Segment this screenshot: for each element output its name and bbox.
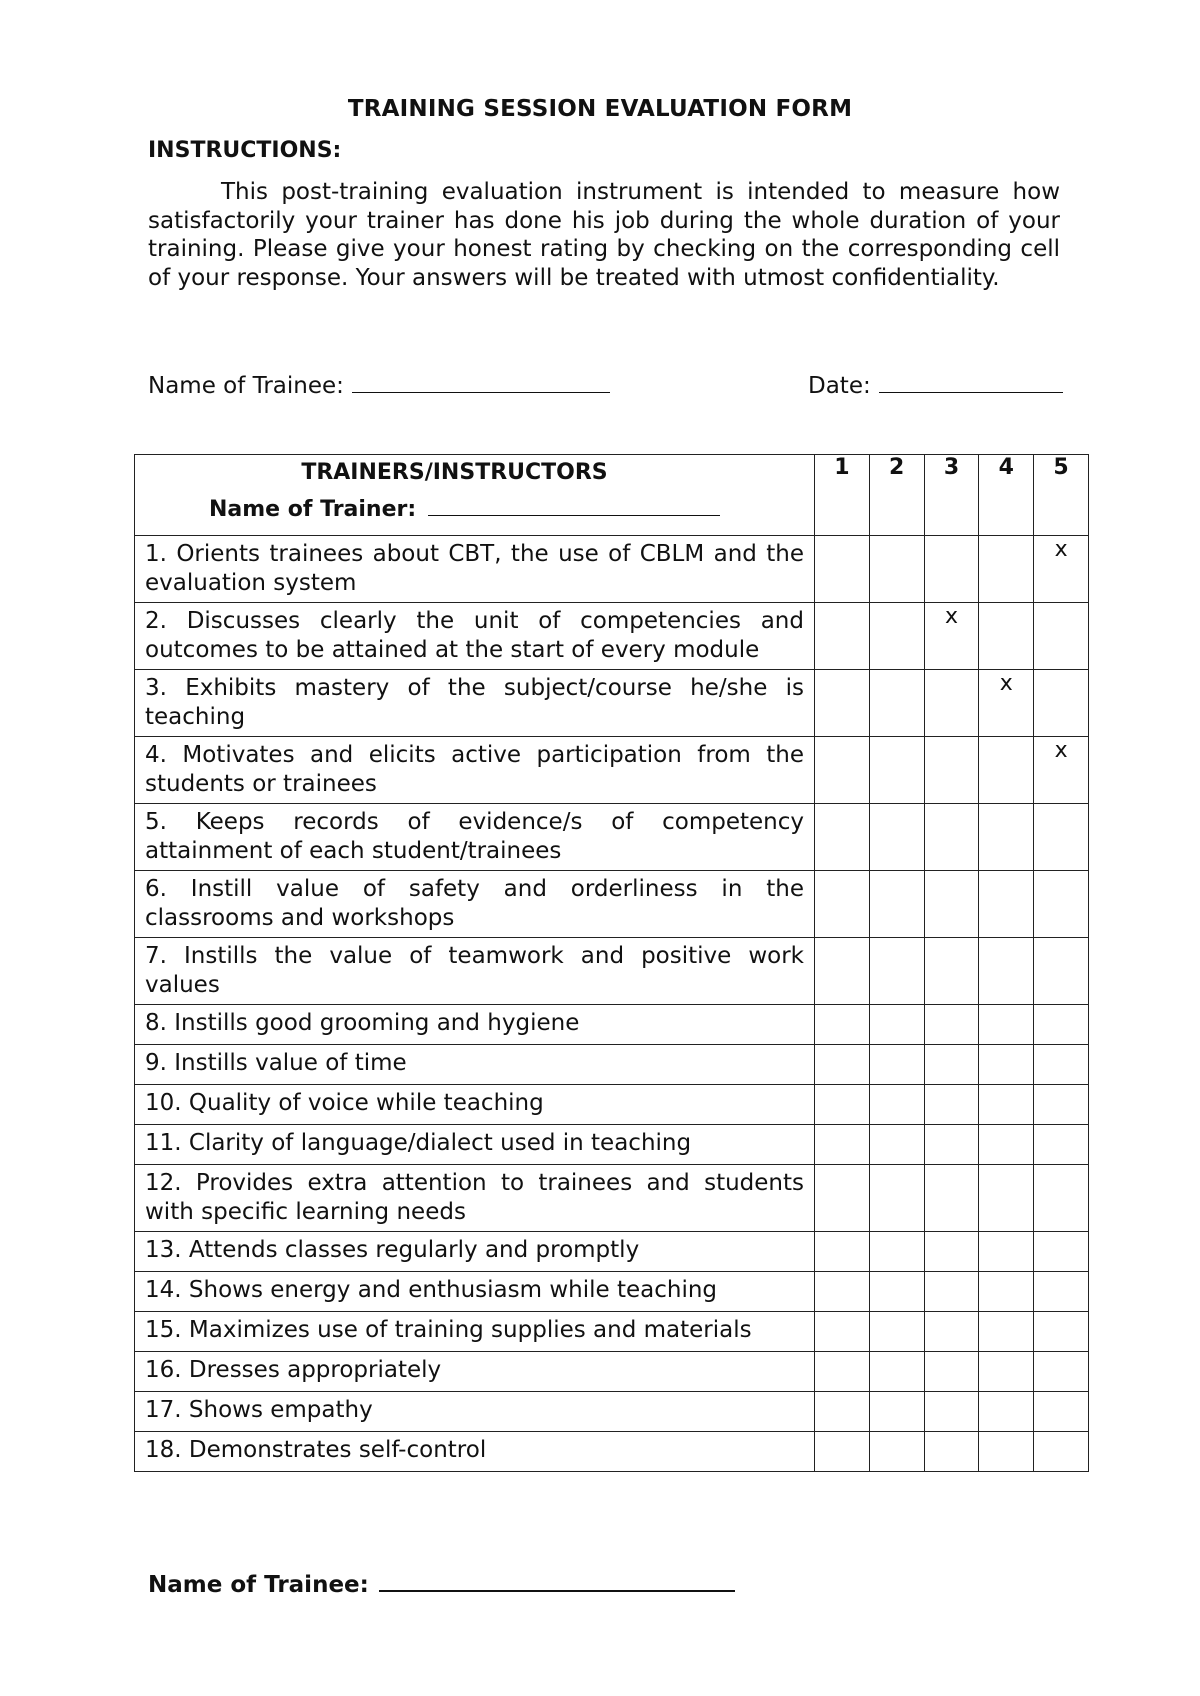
rating-cell-5[interactable] [1034, 871, 1089, 938]
rating-cell-2[interactable] [869, 603, 924, 670]
rating-cell-2[interactable] [869, 536, 924, 603]
rating-cell-1[interactable] [815, 670, 870, 737]
criterion-row [135, 1045, 1089, 1085]
rating-cell-1[interactable] [815, 1045, 870, 1085]
rating-cell-2[interactable] [869, 670, 924, 737]
criterion-cell [135, 737, 815, 804]
rating-cell-3[interactable] [924, 1045, 979, 1085]
rating-cell-3[interactable] [924, 1272, 979, 1312]
rating-cell-2[interactable] [869, 1085, 924, 1125]
evaluation-table [134, 454, 1089, 1472]
footer-trainee-label: Name of Trainee: [148, 1572, 369, 1598]
criterion-text: 8. Instills good grooming and hygiene [145, 1010, 580, 1036]
rating-cell-2[interactable] [869, 1392, 924, 1432]
date-label: Date: [808, 373, 871, 399]
rating-cell-4[interactable] [979, 603, 1034, 670]
trainee-name-label: Name of Trainee: [148, 373, 344, 399]
rating-cell-5[interactable] [1034, 1432, 1089, 1472]
criterion-cell [135, 1392, 815, 1432]
rating-cell-2[interactable] [869, 1432, 924, 1472]
criterion-text: 9. Instills value of time [145, 1050, 407, 1076]
criterion-text: 2. Discusses clearly the unit of competencies and outcomes to be attained at the start of every module [145, 608, 804, 663]
trainers-header: TRAINERS/INSTRUCTORS [301, 460, 608, 485]
trainer-name-blank[interactable] [428, 497, 720, 516]
rating-cell-2[interactable] [869, 737, 924, 804]
rating-cell-3[interactable] [924, 1165, 979, 1232]
criterion-row [135, 1432, 1089, 1472]
rating-cell-3[interactable] [924, 1125, 979, 1165]
rating-cell-4[interactable] [979, 1432, 1034, 1472]
rating-cell-4[interactable] [979, 536, 1034, 603]
rating-cell-2[interactable] [869, 1272, 924, 1312]
criterion-text: 15. Maximizes use of training supplies and materials [145, 1317, 752, 1343]
criterion-text: 12. Provides extra attention to trainees and students with specific learning needs [145, 1170, 804, 1225]
criterion-cell [135, 1005, 815, 1045]
rating-cell-5[interactable] [1034, 1005, 1089, 1045]
criterion-text: 7. Instills the value of teamwork and positive work values [145, 943, 804, 998]
criterion-text: 3. Exhibits mastery of the subject/course he/she is teaching [145, 675, 804, 730]
rating-cell-4[interactable] [979, 737, 1034, 804]
rating-cell-3[interactable] [924, 871, 979, 938]
rating-cell-4[interactable] [979, 1232, 1034, 1272]
criterion-cell [135, 871, 815, 938]
rating-cell-4[interactable] [979, 1352, 1034, 1392]
criterion-row [135, 1392, 1089, 1432]
rating-cell-4[interactable] [979, 1045, 1034, 1085]
rating-cell-5[interactable] [1034, 1045, 1089, 1085]
rating-cell-5[interactable] [1034, 670, 1089, 737]
criterion-row [135, 1232, 1089, 1272]
rating-cell-4[interactable] [979, 1392, 1034, 1432]
rating-cell-5[interactable]: x [1034, 536, 1089, 603]
date-field [808, 372, 1063, 399]
criterion-cell [135, 536, 815, 603]
criterion-cell [135, 1232, 815, 1272]
criterion-row [135, 1005, 1089, 1045]
rating-cell-1[interactable] [815, 1165, 870, 1232]
criterion-cell [135, 1312, 815, 1352]
rating-cell-2[interactable] [869, 1165, 924, 1232]
rating-cell-4[interactable] [979, 1165, 1034, 1232]
rating-cell-4[interactable] [979, 1125, 1034, 1165]
rating-header-5: 5 [1034, 455, 1089, 536]
criterion-text: 17. Shows empathy [145, 1397, 373, 1423]
criterion-row [135, 1352, 1089, 1392]
rating-cell-5[interactable] [1034, 1392, 1089, 1432]
table-header-row [135, 455, 1089, 536]
rating-cell-3[interactable] [924, 938, 979, 1005]
criterion-text: 10. Quality of voice while teaching [145, 1090, 544, 1116]
criterion-text: 4. Motivates and elicits active participation from the students or trainees [145, 742, 804, 797]
rating-header-1: 1 [815, 455, 870, 536]
criterion-row [135, 1312, 1089, 1352]
rating-header-2: 2 [869, 455, 924, 536]
rating-cell-4[interactable]: x [979, 670, 1034, 737]
rating-cell-3[interactable] [924, 1085, 979, 1125]
rating-cell-3[interactable] [924, 1432, 979, 1472]
rating-cell-1[interactable] [815, 1005, 870, 1045]
rating-cell-5[interactable] [1034, 1085, 1089, 1125]
rating-cell-5[interactable] [1034, 603, 1089, 670]
rating-cell-2[interactable] [869, 1005, 924, 1045]
rating-cell-3[interactable] [924, 670, 979, 737]
rating-cell-3[interactable] [924, 536, 979, 603]
criterion-cell [135, 1352, 815, 1392]
rating-cell-5[interactable] [1034, 1352, 1089, 1392]
rating-cell-2[interactable] [869, 1045, 924, 1085]
criterion-text: 1. Orients trainees about CBT, the use of CBLM and the evaluation system [145, 541, 804, 596]
rating-cell-1[interactable] [815, 1272, 870, 1312]
rating-cell-4[interactable] [979, 804, 1034, 871]
criterion-cell [135, 938, 815, 1005]
criterion-row [135, 1272, 1089, 1312]
rating-cell-4[interactable] [979, 1005, 1034, 1045]
footer-trainee-blank[interactable] [379, 1570, 735, 1592]
criterion-text: 14. Shows energy and enthusiasm while teaching [145, 1277, 718, 1303]
criterion-row [135, 1085, 1089, 1125]
rating-cell-2[interactable] [869, 1232, 924, 1272]
criterion-cell [135, 1085, 815, 1125]
rating-cell-2[interactable] [869, 1312, 924, 1352]
criterion-text: 5. Keeps records of evidence/s of competency attainment of each student/trainees [145, 809, 804, 864]
rating-cell-1[interactable] [815, 1085, 870, 1125]
criterion-row [135, 603, 1089, 670]
criteria-body [135, 536, 1089, 1472]
criterion-cell [135, 1165, 815, 1232]
rating-cell-2[interactable] [869, 871, 924, 938]
rating-cell-3[interactable]: x [924, 603, 979, 670]
rating-cell-1[interactable] [815, 1125, 870, 1165]
rating-header-3: 3 [924, 455, 979, 536]
criterion-cell [135, 1432, 815, 1472]
criterion-cell [135, 804, 815, 871]
trainer-name-field [209, 497, 814, 522]
date-blank[interactable] [879, 372, 1063, 393]
criterion-cell [135, 1272, 815, 1312]
rating-cell-3[interactable] [924, 1232, 979, 1272]
rating-cell-1[interactable] [815, 603, 870, 670]
rating-cell-1[interactable] [815, 737, 870, 804]
rating-cell-5[interactable] [1034, 1272, 1089, 1312]
rating-cell-4[interactable] [979, 1312, 1034, 1352]
instructions-heading: INSTRUCTIONS: [148, 138, 342, 163]
criterion-row [135, 670, 1089, 737]
criterion-cell [135, 1045, 815, 1085]
trainee-name-field [148, 372, 610, 399]
rating-cell-1[interactable] [815, 1432, 870, 1472]
rating-cell-5[interactable] [1034, 1125, 1089, 1165]
criterion-row [135, 871, 1089, 938]
rating-cell-3[interactable] [924, 804, 979, 871]
rating-cell-5[interactable] [1034, 1232, 1089, 1272]
rating-cell-2[interactable] [869, 1352, 924, 1392]
rating-cell-5[interactable]: x [1034, 737, 1089, 804]
criterion-row [135, 1165, 1089, 1232]
rating-cell-3[interactable] [924, 1392, 979, 1432]
instructions-text: This post-training evaluation instrument is intended to measure how satisfactorily your trainer has done his job during the whole duration of your training. Please give your honest rating by checking on the corresponding cell of your response. Your answers will be treated with utmost confidentiality. [148, 179, 1060, 291]
rating-cell-4[interactable] [979, 871, 1034, 938]
rating-cell-5[interactable] [1034, 938, 1089, 1005]
rating-cell-1[interactable] [815, 804, 870, 871]
criterion-row [135, 737, 1089, 804]
rating-cell-5[interactable] [1034, 1165, 1089, 1232]
rating-cell-5[interactable] [1034, 804, 1089, 871]
rating-cell-4[interactable] [979, 1272, 1034, 1312]
rating-header-4: 4 [979, 455, 1034, 536]
rating-cell-4[interactable] [979, 938, 1034, 1005]
criterion-cell [135, 1125, 815, 1165]
criterion-text: 16. Dresses appropriately [145, 1357, 442, 1383]
rating-cell-2[interactable] [869, 804, 924, 871]
criterion-text: 11. Clarity of language/dialect used in teaching [145, 1130, 692, 1156]
criterion-row [135, 1125, 1089, 1165]
rating-cell-4[interactable] [979, 1085, 1034, 1125]
trainers-header-cell [135, 455, 815, 536]
trainee-name-blank[interactable] [352, 372, 610, 393]
rating-cell-2[interactable] [869, 1125, 924, 1165]
criterion-text: 6. Instill value of safety and orderliness in the classrooms and workshops [145, 876, 804, 931]
criterion-row [135, 938, 1089, 1005]
criterion-cell [135, 670, 815, 737]
rating-cell-1[interactable] [815, 871, 870, 938]
rating-cell-3[interactable] [924, 737, 979, 804]
criterion-cell [135, 603, 815, 670]
trainer-name-label: Name of Trainer: [209, 497, 417, 522]
form-title: TRAINING SESSION EVALUATION FORM [347, 96, 853, 122]
rating-cell-1[interactable] [815, 1392, 870, 1432]
footer-trainee-field [148, 1570, 735, 1598]
rating-cell-1[interactable] [815, 1352, 870, 1392]
criterion-text: 18. Demonstrates self-control [145, 1437, 487, 1463]
criterion-row [135, 804, 1089, 871]
rating-cell-1[interactable] [815, 1312, 870, 1352]
rating-cell-1[interactable] [815, 536, 870, 603]
rating-cell-1[interactable] [815, 1232, 870, 1272]
rating-cell-1[interactable] [815, 938, 870, 1005]
rating-cell-2[interactable] [869, 938, 924, 1005]
rating-cell-3[interactable] [924, 1352, 979, 1392]
criterion-row [135, 536, 1089, 603]
rating-cell-3[interactable] [924, 1312, 979, 1352]
criterion-text: 13. Attends classes regularly and promptly [145, 1237, 640, 1263]
rating-cell-3[interactable] [924, 1005, 979, 1045]
rating-cell-5[interactable] [1034, 1312, 1089, 1352]
